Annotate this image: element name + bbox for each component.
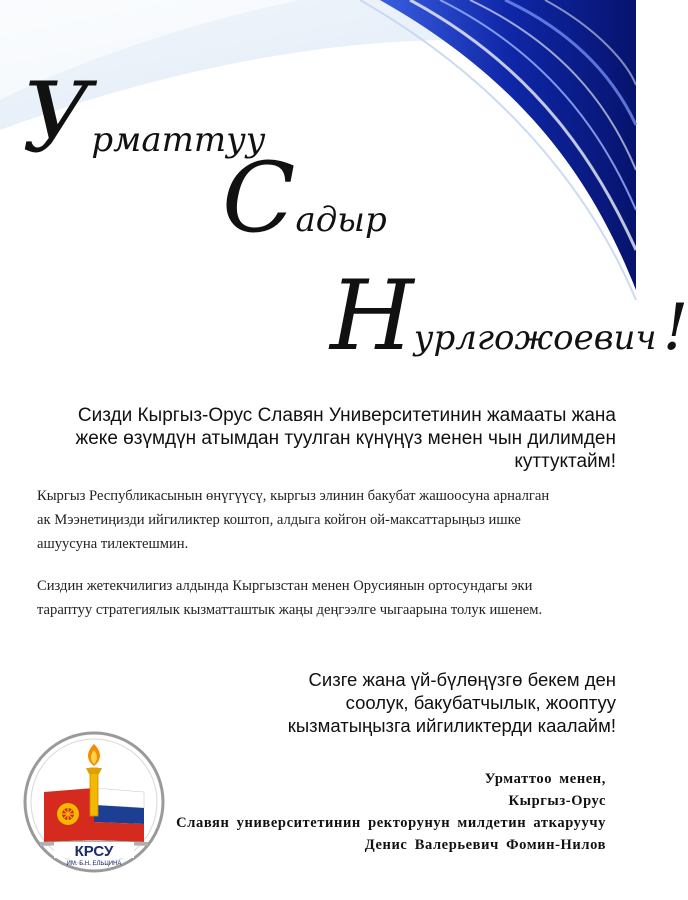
headline-line: куттуктайм!: [514, 451, 616, 472]
wishes-text: [220, 668, 616, 737]
logo-abbreviation: КРСУ: [74, 843, 114, 860]
signature-block: [176, 768, 606, 856]
headline-line: Сизди Кыргыз-Орус Славян Университетинин жамааты жана: [77, 405, 616, 426]
greeting-word-rest: урлгожоевич: [413, 318, 657, 358]
greeting-cap-letter: С: [222, 142, 296, 254]
body-paragraph-2: [37, 574, 627, 622]
greeting-word-name: [222, 142, 387, 254]
greeting-cap-letter: Н: [330, 260, 414, 372]
logo-subtitle: ИМ. Б.Н. ЕЛЬЦИНА: [66, 861, 122, 867]
signature-line: Кыргыз-Орус: [508, 793, 606, 809]
paragraph-line: ак Мээнетиңизди ийгиликтер коштоп, алдыга койгон ой-максаттарыңыз ишке: [37, 512, 521, 528]
paragraph-line: тараптуу стратегиялык кызматташтык жаңы деңгээлге чыгаарына толук ишенем.: [37, 602, 543, 618]
signature-line: Денис Валерьевич Фомин-Нилов: [364, 837, 606, 853]
paragraph-line: Кыргыз Республикасынын өнүгүүсү, кыргыз элинин бакубат жашоосуна арналган: [37, 488, 550, 504]
paragraph-line: ашуусуна тилектешмин.: [37, 536, 189, 552]
signature-line: Славян университетинин ректорунун милдетин аткаруучу: [176, 815, 606, 831]
congratulation-headline: [40, 404, 616, 473]
paragraph-line: Сиздин жетекчилигиз алдында Кыргызстан менен Орусиянын ортосундагы эки: [37, 578, 533, 594]
greeting-cap-letter: У: [22, 62, 92, 174]
greeting-word-patronymic: [330, 260, 688, 372]
greeting-word-rest: рматтуу: [91, 120, 266, 160]
greeting-word-rest: адыр: [295, 200, 387, 240]
headline-line: жеке өзүмдүн атымдан туулган күнүңүз менен чын дилимден: [75, 428, 616, 449]
wish-line: кызматыңызга ийгиликтерди каалайм!: [287, 715, 616, 736]
body-paragraph-1: [37, 484, 627, 556]
wish-line: соолук, бакубатчылык, жооптуу: [345, 692, 616, 713]
greeting-exclamation: !: [662, 291, 688, 365]
signature-line: Урматтоо менен,: [484, 771, 606, 787]
university-emblem-icon: [22, 730, 166, 874]
wish-line: Сизге жана үй-бүлөңүзгө бекем ден: [308, 669, 616, 690]
